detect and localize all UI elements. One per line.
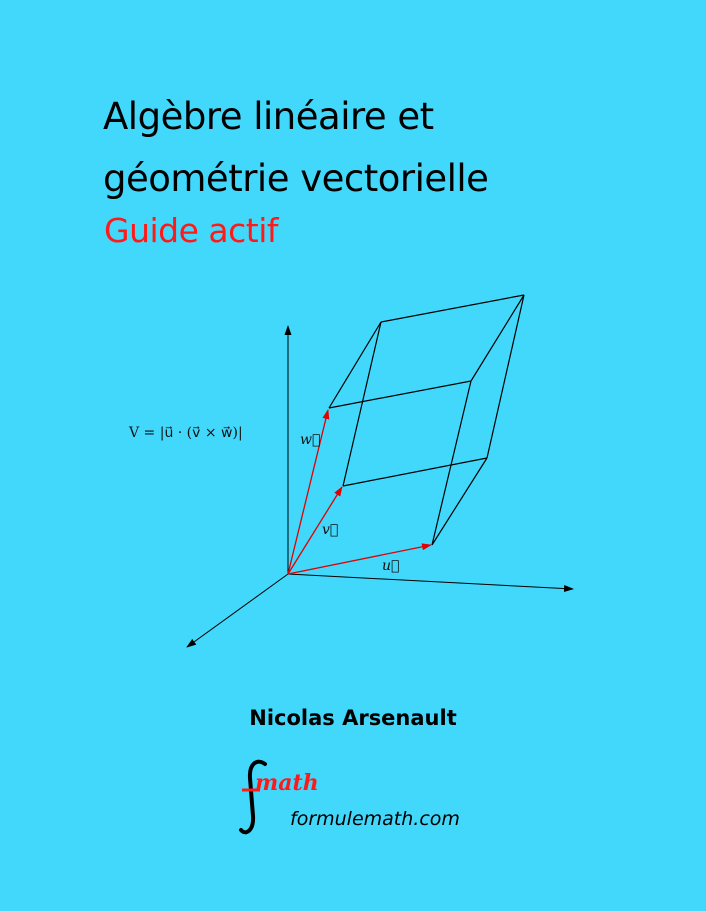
logo-brand: math <box>255 770 319 796</box>
volume-formula: V = |u⃗ · (v⃗ × w⃗)| <box>129 425 243 441</box>
x-axis <box>187 574 288 647</box>
y-axis <box>288 574 573 589</box>
website-link[interactable]: formulemath.com <box>290 808 460 830</box>
label-v: v⃗ <box>322 522 339 538</box>
label-w: w⃗ <box>300 432 321 448</box>
label-u: u⃗ <box>382 558 400 574</box>
title-line-2: géométrie vectorielle <box>103 157 489 200</box>
title-line-1: Algèbre linéaire et <box>103 95 434 138</box>
author-name: Nicolas Arsenault <box>249 706 457 730</box>
parallelepiped-edges <box>329 295 524 545</box>
book-subtitle: Guide actif <box>104 211 278 250</box>
coordinate-axes <box>187 326 573 647</box>
vector-u <box>288 545 431 574</box>
